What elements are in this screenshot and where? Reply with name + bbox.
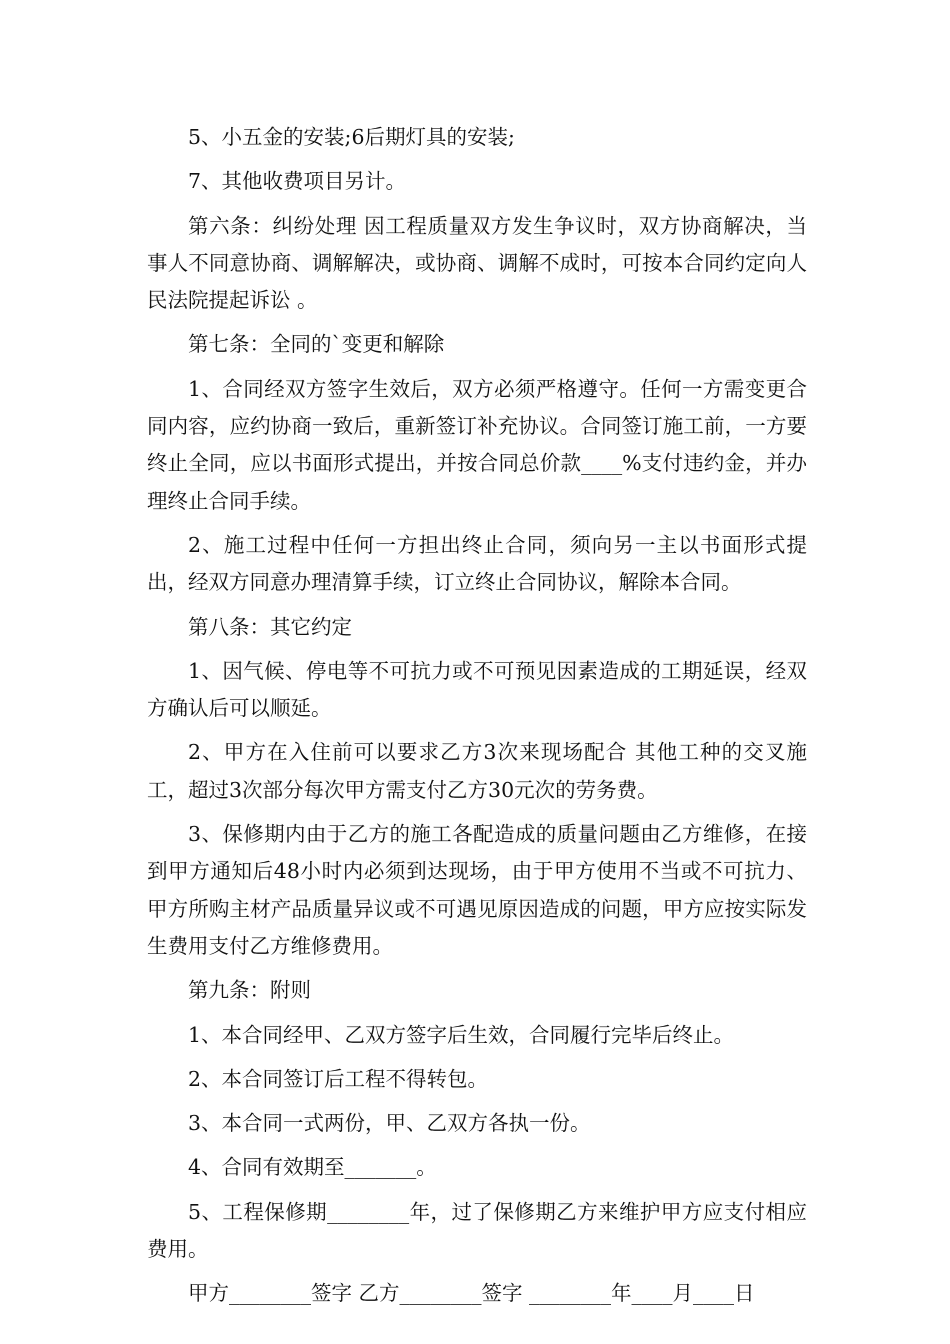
paragraph-article-9-item-4: 4、合同有效期至_______。 xyxy=(188,1155,437,1180)
paragraph-article-9-item-2: 2、本合同签订后工程不得转包。 xyxy=(188,1066,489,1091)
signature-line: 甲方________签字 乙方________签字 ________年____月____日 xyxy=(188,1281,755,1306)
paragraph-article-8-item-1: 1、因气候、停电等不可抗力或不可预见因素造成的工期延误，经双方确认后可以顺延。 xyxy=(147,658,807,721)
paragraph-hardware-installation: 5、小五金的安装;6后期灯具的安装; xyxy=(188,125,515,149)
paragraph-article-9-item-3: 3、本合同一式两份，甲、乙双方各执一份。 xyxy=(188,1111,591,1136)
paragraph-article-7-item-1: 1、合同经双方签字生效后，双方必须严格遵守。任何一方需变更合同内容，应约协商一致后，重新签订补充协议。合同签订施工前，一方要终止全同，应以书面形式提出，并按合同总价款____%支付违约金，并办理终止合同手续。 xyxy=(147,376,807,513)
paragraph-article-7-item-2: 2、施工过程中任何一方担出终止合同，须向另一主以书面形式提出，经双方同意办理清算手续，订立终止合同协议，解除本合同。 xyxy=(147,532,807,595)
paragraph-article-6-disputes: 第六条：纠纷处理 因工程质量双方发生争议时，双方协商解决，当事人不同意协商、调解解决，或协商、调解不成时，可按本合同约定向人民法院提起诉讼 。 xyxy=(147,213,807,313)
paragraph-other-fees: 7、其他收费项目另计。 xyxy=(188,169,407,194)
paragraph-article-8-item-3: 3、保修期内由于乙方的施工各配造成的质量问题由乙方维修，在接到甲方通知后48小时内必须到达现场，由于甲方使用不当或不可抗力、甲方所购主材产品质量异议或不可遇见原因造成的问题，甲方应按实际发生费用支付乙方维修费用。 xyxy=(147,822,807,958)
heading-article-8: 第八条：其它约定 xyxy=(188,614,352,639)
paragraph-article-9-item-1: 1、本合同经甲、乙双方签字后生效，合同履行完毕后终止。 xyxy=(188,1022,735,1047)
document-body xyxy=(147,119,807,1320)
heading-article-7: 第七条：全同的`变更和解除 xyxy=(188,332,445,357)
paragraph-article-9-item-5: 5、工程保修期________年，过了保修期乙方来维护甲方应支付相应费用。 xyxy=(147,1199,807,1262)
heading-article-9: 第九条：附则 xyxy=(188,978,311,1003)
paragraph-article-8-item-2: 2、甲方在入住前可以要求乙方3次来现场配合 其他工种的交叉施工，超过3次部分每次甲方需支付乙方30元次的劳务费。 xyxy=(147,740,807,802)
